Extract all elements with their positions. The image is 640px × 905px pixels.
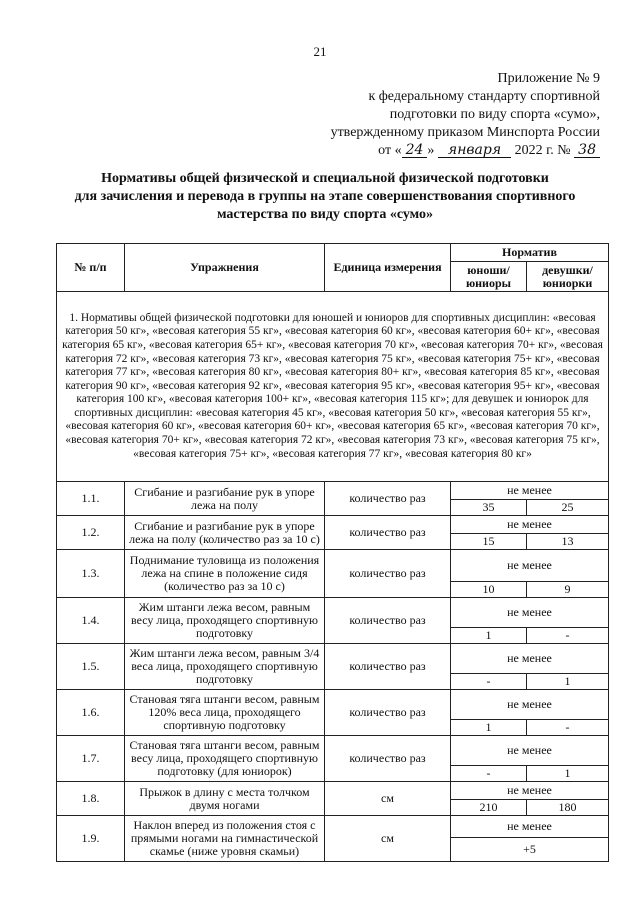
value-girls: 1 — [527, 766, 609, 782]
table-row — [57, 482, 609, 500]
norm-condition: не менее — [451, 816, 609, 838]
table-row — [57, 782, 609, 800]
section-heading: 1. Нормативы общей физической подготовки для юношей и юниоров для спортивных дисциплин: «весовая категория 50 кг», «весовая категория 55 кг», «весовая категория 60 кг», «весовая категория 60+ кг», «весовая категория 65 кг», «весовая категория 65+ кг», «весовая категория 70 кг», «весовая категория 70+ кг», «весовая категория 72 кг», «весовая категория 73 кг», «весовая категория 75 кг», «весовая категория 75+ кг», «весовая категория 77 кг», «весовая категория 80 кг», «весовая категория 80+ кг», «весовая категория 85 кг», «весовая категория 90 кг», «весовая категория 92 кг», «весовая категория 95 кг», «весовая категория 95+ кг», «весовая категория 100 кг», «весовая категория 100+ кг», «весовая категория 115 кг»; для девушек и юниорок для спортивных дисциплин: «весовая категория 45 кг», «весовая категория 50 кг», «весовая категория 55 кг», «весовая категория 60 кг», «весовая категория 60+ кг», «весовая категория 65 кг», «весовая категория 70 кг», «весовая категория 70+ кг», «весовая категория 72 кг», «весовая категория 73 кг», «весовая категория 75 кг», «весовая категория 75+ кг», «весовая категория 77 кг», «весовая категория 80 кг» — [57, 292, 609, 482]
year-text: 2022 г. № — [514, 143, 571, 158]
value-boys: 1 — [451, 720, 527, 736]
row-unit: количество раз — [325, 482, 451, 516]
date-mid: » — [427, 143, 435, 158]
header-boys: юноши/ юниоры — [451, 262, 527, 292]
value-boys: 1 — [451, 628, 527, 644]
row-exercise: Наклон вперед из положения стоя с прямыми ногами на гимнастической скамье (ниже уровня скамьи) — [125, 816, 325, 862]
table-row — [57, 516, 609, 534]
table-row — [57, 598, 609, 628]
row-num: 1.9. — [57, 816, 125, 862]
header-norm: Норматив — [451, 244, 609, 262]
row-num: 1.3. — [57, 550, 125, 598]
title-line: мастерства по виду спорта «сумо» — [216, 207, 434, 222]
row-unit: см — [325, 816, 451, 862]
norm-condition: не менее — [451, 516, 609, 534]
row-num: 1.1. — [57, 482, 125, 516]
value-girls: - — [527, 628, 609, 644]
row-unit: количество раз — [325, 598, 451, 644]
title-line: для зачисления и перевода в группы на этапе совершенствования спортивного — [74, 189, 576, 204]
value-girls: 25 — [527, 500, 609, 516]
norm-condition: не менее — [451, 736, 609, 766]
value-girls: 180 — [527, 800, 609, 816]
row-exercise: Становая тяга штанги весом, равным весу лица, проходящего спортивную подготовку (для юниорок) — [125, 736, 325, 782]
header-unit: Единица измерения — [325, 244, 451, 292]
value-girls: 9 — [527, 582, 609, 598]
value-merged: +5 — [451, 838, 609, 862]
row-num: 1.8. — [57, 782, 125, 816]
value-boys: - — [451, 766, 527, 782]
standards-table — [56, 243, 609, 862]
appendix-line: Приложение № 9 — [497, 71, 600, 86]
handwritten-day: 24 — [402, 143, 428, 158]
table-row — [57, 816, 609, 838]
value-boys: 210 — [451, 800, 527, 816]
appendix-date-line — [280, 142, 600, 160]
table-row — [57, 736, 609, 766]
row-exercise: Сгибание и разгибание рук в упоре лежа на полу (количество раз за 10 с) — [125, 516, 325, 550]
row-unit: количество раз — [325, 644, 451, 690]
row-unit: количество раз — [325, 550, 451, 598]
value-girls: 1 — [527, 674, 609, 690]
row-unit: см — [325, 782, 451, 816]
value-girls: - — [527, 720, 609, 736]
value-boys: 35 — [451, 500, 527, 516]
document-title — [40, 170, 610, 224]
appendix-line: подготовки по виду спорта «сумо», — [389, 107, 600, 122]
date-prefix: от « — [378, 143, 402, 158]
row-exercise: Сгибание и разгибание рук в упоре лежа на полу — [125, 482, 325, 516]
row-unit: количество раз — [325, 736, 451, 782]
norm-condition: не менее — [451, 644, 609, 674]
row-num: 1.7. — [57, 736, 125, 782]
row-unit: количество раз — [325, 516, 451, 550]
norm-condition: не менее — [451, 598, 609, 628]
value-girls: 13 — [527, 534, 609, 550]
row-exercise: Прыжок в длину с места толчком двумя ногами — [125, 782, 325, 816]
row-exercise: Становая тяга штанги весом, равным 120% веса лица, проходящего спортивную подготовку — [125, 690, 325, 736]
row-unit: количество раз — [325, 690, 451, 736]
handwritten-number: 38 — [574, 143, 600, 158]
norm-condition: не менее — [451, 482, 609, 500]
table-row — [57, 644, 609, 674]
table-row — [57, 690, 609, 720]
row-exercise: Жим штанги лежа весом, равным 3/4 веса лица, проходящего спортивную подготовку — [125, 644, 325, 690]
page-number: 21 — [313, 44, 327, 59]
row-num: 1.4. — [57, 598, 125, 644]
norm-condition: не менее — [451, 550, 609, 582]
header-num: № п/п — [57, 244, 125, 292]
row-exercise: Жим штанги лежа весом, равным весу лица, проходящего спортивную подготовку — [125, 598, 325, 644]
header-girls: девушки/ юниорки — [527, 262, 609, 292]
row-num: 1.5. — [57, 644, 125, 690]
norm-condition: не менее — [451, 690, 609, 720]
appendix-header — [280, 70, 600, 160]
norm-condition: не менее — [451, 782, 609, 800]
row-num: 1.2. — [57, 516, 125, 550]
header-exercise: Упражнения — [125, 244, 325, 292]
appendix-line: к федеральному стандарту спортивной — [368, 89, 600, 104]
value-boys: 10 — [451, 582, 527, 598]
handwritten-month: января — [438, 143, 511, 158]
appendix-line: утвержденному приказом Минспорта России — [330, 125, 600, 140]
title-line: Нормативы общей физической и специальной физической подготовки — [101, 171, 549, 186]
row-exercise: Поднимание туловища из положения лежа на спине в положение сидя (количество раз за 10 с) — [125, 550, 325, 598]
row-num: 1.6. — [57, 690, 125, 736]
value-boys: 15 — [451, 534, 527, 550]
table-row — [57, 550, 609, 582]
value-boys: - — [451, 674, 527, 690]
